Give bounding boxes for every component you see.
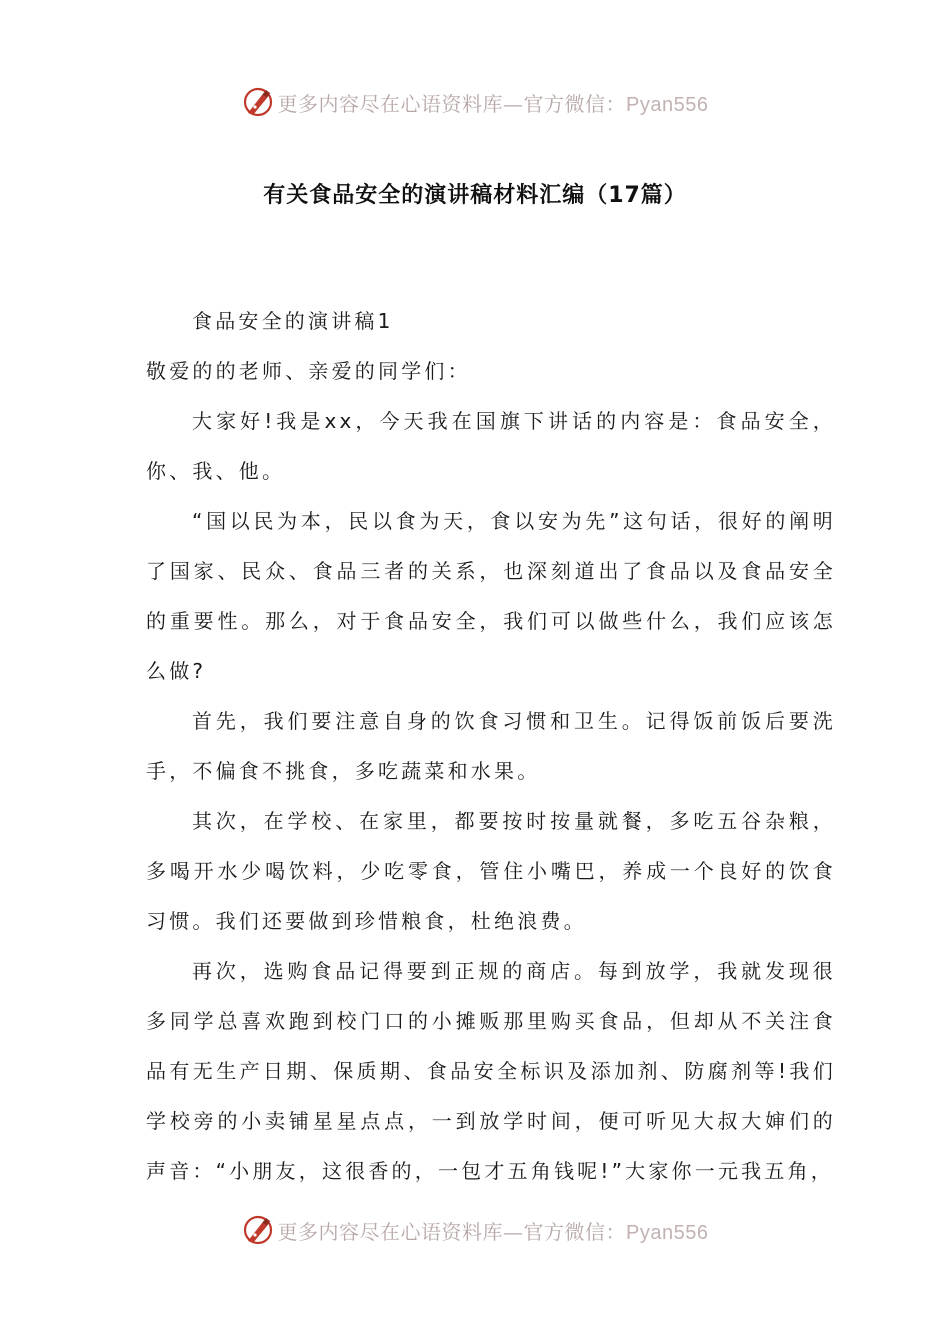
document-body — [146, 296, 836, 1196]
banner-text: 更多内容尽在心语资料库—官方微信：Pyan556 — [277, 91, 709, 116]
pen-nib-circle-icon — [242, 1214, 274, 1246]
section-heading: 食品安全的演讲稿1 — [192, 309, 394, 333]
footer-watermark-banner — [0, 1210, 950, 1250]
header-watermark-banner — [0, 82, 950, 122]
paragraph: 大家好!我是xx，今天我在国旗下讲话的内容是：食品安全，你、我、他。 — [146, 409, 836, 483]
banner-text: 更多内容尽在心语资料库—官方微信：Pyan556 — [277, 1219, 709, 1244]
paragraph: 首先，我们要注意自身的饮食习惯和卫生。记得饭前饭后要洗手，不偏食不挑食，多吃蔬菜和水果。 — [146, 709, 836, 783]
pen-nib-circle-icon — [242, 86, 274, 118]
document-title: 有关食品安全的演讲稿材料汇编（17篇） — [263, 183, 687, 208]
salutation: 敬爱的的老师、亲爱的同学们： — [146, 359, 471, 383]
paragraph: “国以民为本，民以食为天，食以安为先”这句话，很好的阐明了国家、民众、食品三者的关系，也深刻道出了食品以及食品安全的重要性。那么，对于食品安全，我们可以做些什么，我们应该怎么做? — [146, 509, 836, 683]
paragraph: 再次，选购食品记得要到正规的商店。每到放学，我就发现很多同学总喜欢跑到校门口的小摊贩那里购买食品，但却从不关注食品有无生产日期、保质期、食品安全标识及添加剂、防腐剂等!我们学校旁的小卖铺星星点点，一到放学时间，便可听见大叔大婶们的声音：“小朋友，这很香的，一包才五角钱呢!”大家你一元我五角， — [146, 959, 836, 1183]
paragraph: 其次，在学校、在家里，都要按时按量就餐，多吃五谷杂粮，多喝开水少喝饮料，少吃零食，管住小嘴巴，养成一个良好的饮食习惯。我们还要做到珍惜粮食，杜绝浪费。 — [146, 809, 836, 933]
